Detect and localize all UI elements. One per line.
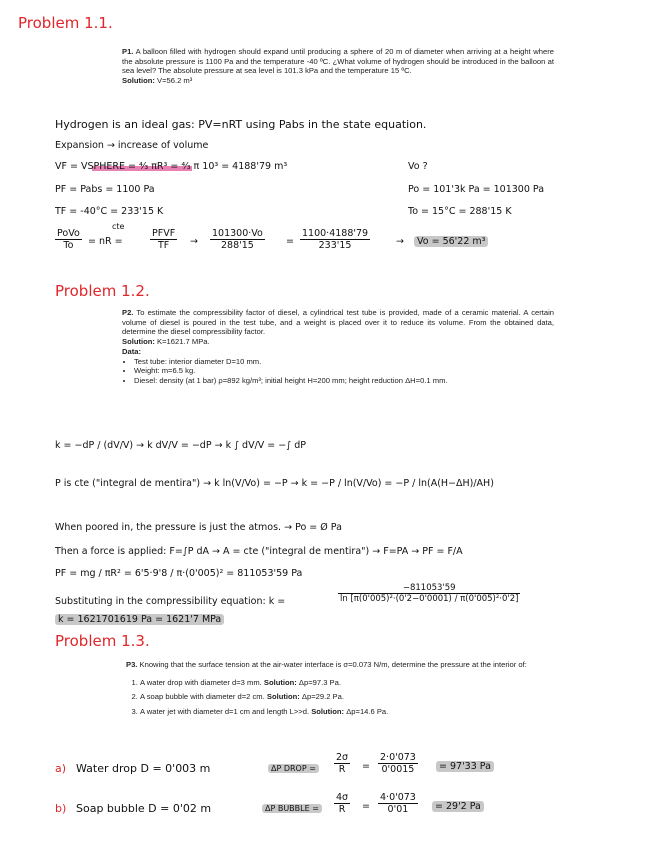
hw-substituting-label: Substituting in the compressibility equation: k = [55,596,286,607]
list-item: • Diesel: density (at 1 bar) ρ=892 kg/m³; initial height H=200 mm; height reduction ΔH=0.1 mm. [134,376,554,386]
hw-fraction-drop-values: $\frac{2\cdot 0'073}{0'0015}$ [380,752,416,775]
hw-part-a-label: a) [55,762,67,775]
problem-1-1-statement [122,47,554,86]
hw-pf-calc: PF = mg / πR² = 6'5·9'8 / π·(0'005)² = 811053'59 Pa [55,568,303,579]
hw-soap-bubble-text: Soap bubble D = 0'02 m [76,802,212,815]
hw-part-b-label: b) [55,802,67,815]
problem-1-2-statement [122,308,554,386]
list-item: • Weight: m=6.5 kg. [134,366,554,376]
problem-1-3-heading: Problem 1.3. [55,632,150,650]
hw-fraction-bubble-values: $\frac{4\cdot 0'073}{0'01}$ [380,792,416,815]
arrow-glyph: → [190,236,198,247]
problem-text: To estimate the compressibility factor of diesel, a cylindrical test tube is provided, made of a ceramic material. A certain volume of diesel is poured in the test tube, and a weight is placed over it to reduce its volume. From the obtained data, determine the diesel compressibility factor. [122,308,554,337]
equal-glyph: = [286,236,294,247]
list-item: 2. A soap bubble with diameter d=2 cm. Solution: Δp=29.2 Pa. [140,692,551,702]
problem-1-3-statement [126,660,551,722]
hw-fraction-pfvf: PFVF TF [152,228,176,251]
list-item: 1. A water drop with diameter d=3 mm. Solution: Δp=97.3 Pa. [140,678,551,688]
problem-label: P2. [122,308,134,317]
hw-fraction-4sigma: $\frac{4\sigma}{R}$ [336,792,349,815]
hw-p-constant: P is cte ("integral de mentira") → k ln(V/Vo) = −P → k = −P / ln(V/Vo) = −P / ln(A(H−ΔH)/AH) [55,478,494,489]
hw-po-line: Po = 101'3k Pa = 101300 Pa [408,184,545,195]
hw-cte-note: cte [112,222,125,231]
hw-k-result: k = 1621701619 Pa = 1621'7 MPa [55,614,224,625]
hw-k-definition: k = −dP / (dV/V) → k dV/V = −dP → k ∫ dV/V = −∫ dP [55,440,306,451]
problem-text: Knowing that the surface tension at the air-water interface is σ=0.073 N/m, determine the pressure at the interior of: [139,660,527,669]
problem-1-2-heading: Problem 1.2. [55,282,150,300]
solution-value: V=56.2 m³ [157,76,193,86]
hw-nr-equal: = nR = [88,236,123,247]
list-item: • Test tube: interior diameter D=10 mm. [134,357,554,367]
hw-result-vo: Vo = 56'22 m³ [414,236,488,247]
hw-fraction-povo: PoVo To [57,228,80,251]
data-list [122,357,554,386]
hw-fraction-2sigma: $\frac{2\sigma}{R}$ [336,752,349,775]
data-label: Data: [122,346,141,356]
solution-label: Solution: [122,76,155,86]
hw-pf-line: PF = Pabs = 1100 Pa [55,184,155,195]
subproblem-list [126,678,551,717]
hw-k-fraction: $\frac{-811053'59}{\text{ln [π(0'005)²·(0'2−0'0001) / π(0'005)²·0'2]}}$ [340,583,519,604]
problem-1-1-heading: Problem 1.1. [18,14,113,32]
solution-label: Solution: [122,337,155,347]
list-item: 3. A water jet with diameter d=1 cm and length L>>d. Solution: Δp=14.6 Pa. [140,707,551,717]
hw-ideal-gas-line: Hydrogen is an ideal gas: PV=nRT using Pabs in the state equation. [55,118,427,131]
solution-value: K=1621.7 MPa. [157,337,210,347]
hw-drop-result: = 97'33 Pa [436,761,494,772]
problem-label: P1. [122,47,134,56]
hw-dp-bubble-label: ΔP BUBBLE = [262,804,322,813]
hw-tf-line: TF = -40°C = 233'15 K [55,206,164,217]
hw-fraction-101300: $\frac{101300\cdot Vo}{288'15}$ [212,228,263,251]
hw-poured-line: When poored in, the pressure is just the atmos. → Po = Ø Pa [55,522,342,533]
equal-glyph: = [362,761,370,772]
hw-expansion-line: Expansion → increase of volume [55,140,209,151]
equal-glyph: = [362,801,370,812]
hw-vo-line: Vo ? [408,161,428,172]
hw-fraction-1100: $\frac{1100\cdot 4188'79}{233'15}$ [302,228,369,251]
hw-dp-drop-label: ΔP DROP = [268,764,319,773]
arrow-glyph: → [396,236,404,247]
hw-to-line: To = 15°C = 288'15 K [408,206,512,217]
problem-label: P3. [126,660,138,669]
hw-vf-line: VF = VSPHERE = ⁴⁄₃ πR³ = ⁴⁄₃ π 10³ = 4188'79 m³ [55,161,288,172]
hw-water-drop-text: Water drop D = 0'003 m [76,762,211,775]
hw-bubble-result: = 29'2 Pa [432,801,484,812]
hw-force-line: Then a force is applied: F=∫P dA → A = cte ("integral de mentira") → F=PA → PF = F/A [55,546,463,557]
problem-text: A balloon filled with hydrogen should expand until producing a sphere of 20 m of diameter when arriving at a height where the absolute pressure is 1100 Pa and the temperature -40 ºC. ¿What volume of hydrogen should be introduced in the balloon at sea level? The absolute pressure at sea level is 101.3 kPa and the temperature 15 ºC. [122,47,554,76]
